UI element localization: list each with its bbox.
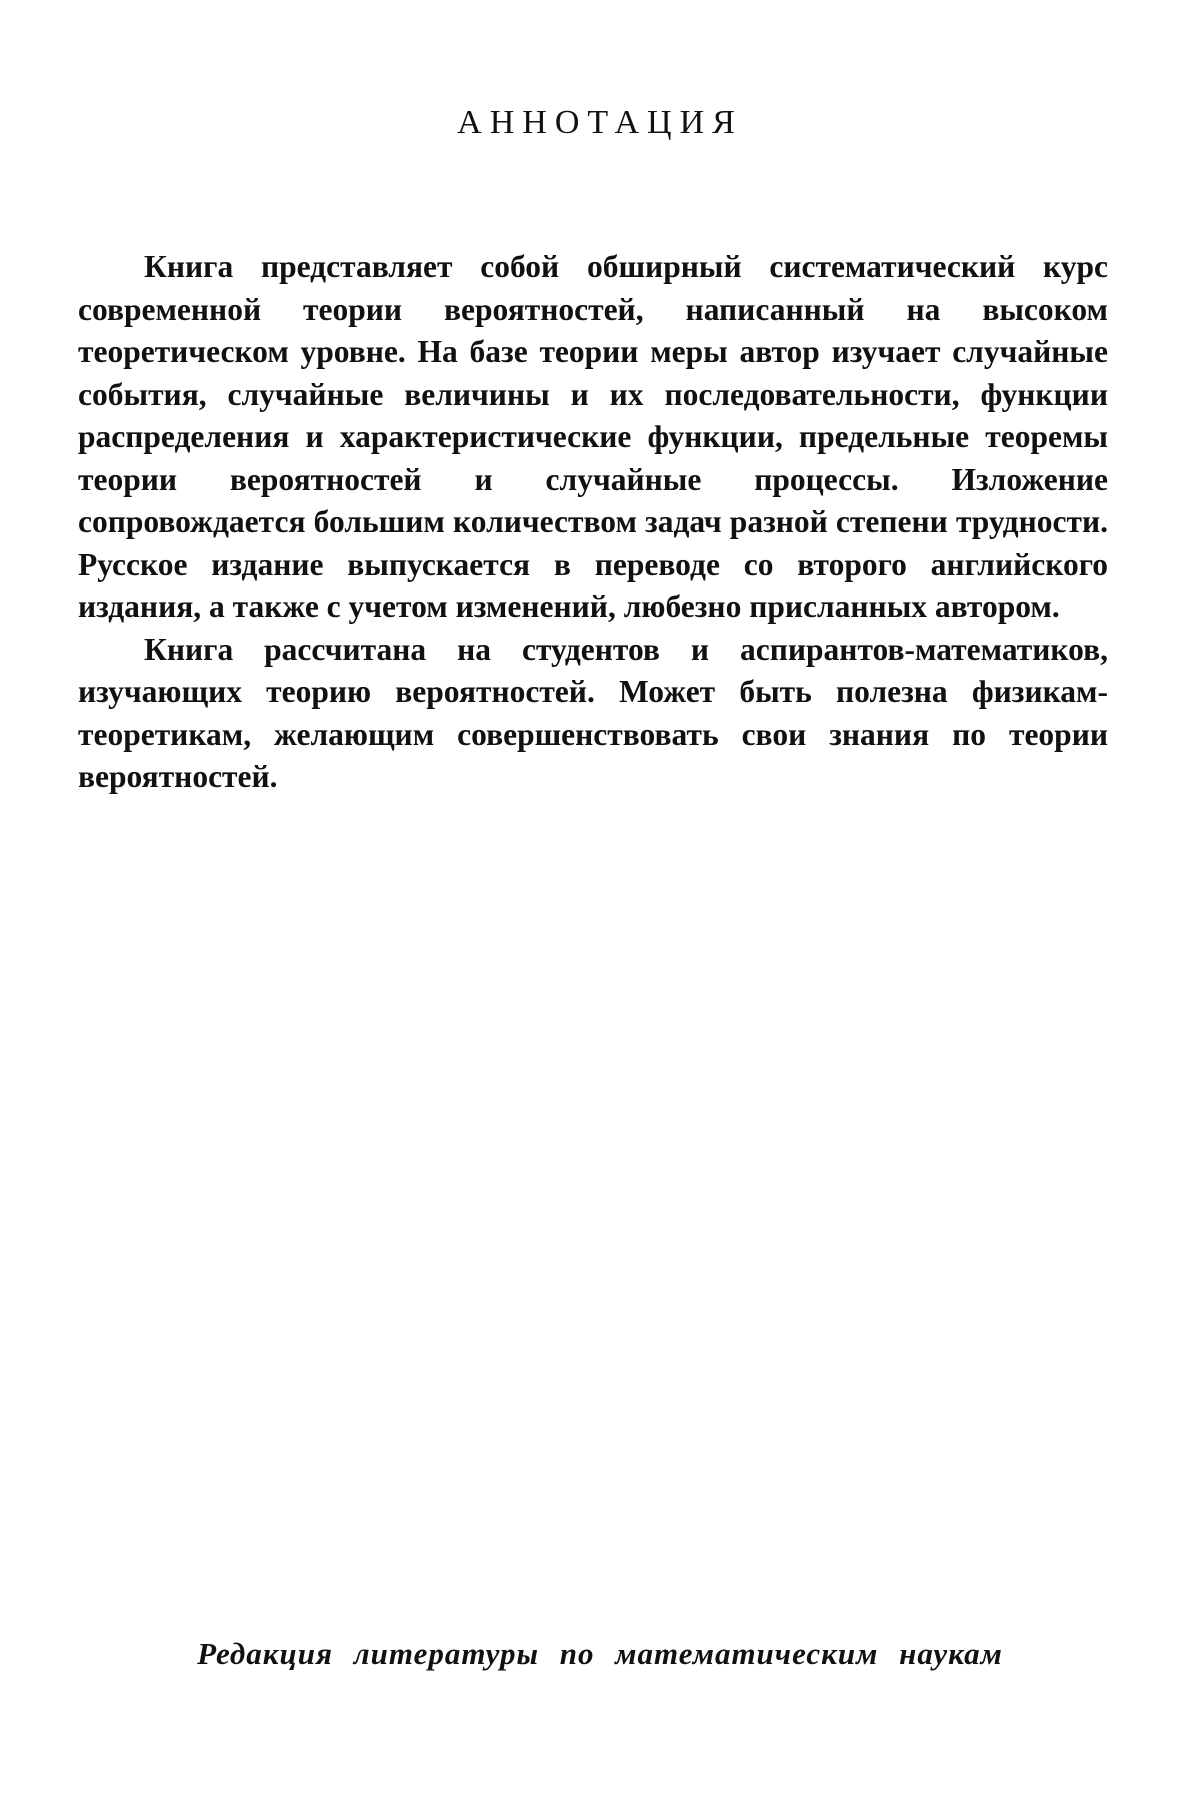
annotation-body (78, 246, 1108, 799)
annotation-paragraph-1: Книга представляет собой обширный систематический курс современной теории вероятностей, написанный на высоком теоретическом уровне. На базе теории меры автор изучает случайные события, случайные величины и их последовательности, функции распределения и характеристические функции, предельные теоремы теории вероятностей и случайные процессы. Изложение сопровождается большим количеством задач разной степени трудности. Русское издание выпускается в переводе со второго английского издания, а также с учетом изменений, любезно присланных автором. (78, 249, 1108, 624)
annotation-paragraph-2: Книга рассчитана на студентов и аспирантов-математиков, изучающих теорию вероятностей. Может быть полезна физикам-теоретикам, желающим совершенствовать свои знания по теории вероятностей. (78, 631, 1108, 794)
editorial-footer: Редакция литературы по математическим наукам (197, 1636, 1003, 1671)
page-title: АННОТАЦИЯ (457, 104, 743, 141)
